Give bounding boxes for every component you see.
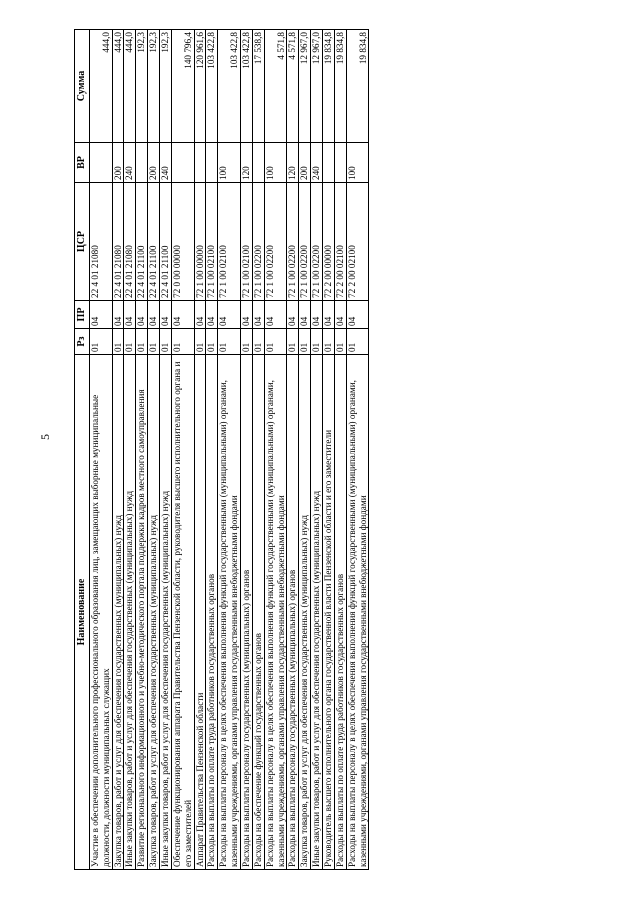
cell-sum: 12 967,0 <box>311 30 323 143</box>
cell-rz: 01 <box>322 329 334 355</box>
cell-csr: 72 1 00 02100 <box>206 183 218 301</box>
cell-rz: 01 <box>194 329 206 355</box>
cell-vr: 200 <box>112 143 124 183</box>
cell-sum: 4 571,8 <box>264 30 287 143</box>
cell-rz: 01 <box>264 329 287 355</box>
cell-pr: 04 <box>322 301 334 329</box>
page-number: 5 <box>38 434 52 440</box>
cell-name: Расходы на выплаты персоналу в целях обеспечения выполнения функций государственными (муниципальными) органами, казенными учреждениями, органами управления государственными внебюджетными фондами <box>218 355 241 870</box>
table-row <box>299 30 311 870</box>
cell-pr: 04 <box>218 301 241 329</box>
cell-sum: 192,3 <box>159 30 171 143</box>
header-sum: Сумма <box>75 30 90 143</box>
table-row <box>218 30 241 870</box>
cell-csr: 72 2 00 00000 <box>322 183 334 301</box>
rotated-page-content <box>74 30 579 870</box>
cell-pr: 04 <box>194 301 206 329</box>
cell-sum: 120 961,6 <box>194 30 206 143</box>
table-row <box>171 30 194 870</box>
cell-pr: 04 <box>346 301 369 329</box>
cell-rz: 01 <box>159 329 171 355</box>
cell-name: Развитие регионального информационного и учебно-методического портала поддержки кадров местного самоуправления <box>136 355 148 870</box>
cell-sum: 19 834,8 <box>346 30 369 143</box>
cell-sum: 17 538,8 <box>252 30 264 143</box>
cell-csr: 22 4 01 21100 <box>159 183 171 301</box>
cell-vr: 120 <box>240 143 252 183</box>
budget-table <box>74 29 369 870</box>
cell-sum: 444,0 <box>124 30 136 143</box>
cell-vr: 240 <box>124 143 136 183</box>
cell-rz: 01 <box>240 329 252 355</box>
cell-sum: 103 422,8 <box>218 30 241 143</box>
cell-vr <box>194 143 206 183</box>
cell-csr: 72 1 00 02200 <box>287 183 299 301</box>
cell-rz: 01 <box>311 329 323 355</box>
cell-csr: 22 4 01 21080 <box>112 183 124 301</box>
cell-pr: 04 <box>264 301 287 329</box>
cell-sum: 444,0 <box>89 30 112 143</box>
cell-rz: 01 <box>206 329 218 355</box>
table-row <box>264 30 287 870</box>
cell-rz: 01 <box>299 329 311 355</box>
cell-name: Расходы на выплаты по оплате труда работников государственных органов <box>206 355 218 870</box>
header-pr: ПР <box>75 301 90 329</box>
table-row <box>240 30 252 870</box>
cell-pr: 04 <box>89 301 112 329</box>
cell-rz: 01 <box>287 329 299 355</box>
cell-csr: 72 2 00 02100 <box>334 183 346 301</box>
header-name: Наименование <box>75 355 90 870</box>
cell-name: Расходы на выплаты персоналу в целях обеспечения выполнения функций государственными (муниципальными) органами, казенными учреждениями, органами управления государственными внебюджетными фондами <box>264 355 287 870</box>
cell-sum: 192,3 <box>136 30 148 143</box>
cell-rz: 01 <box>171 329 194 355</box>
cell-csr: 22 4 01 21080 <box>124 183 136 301</box>
table-header-row <box>75 30 90 870</box>
cell-sum: 4 571,8 <box>287 30 299 143</box>
cell-name: Расходы на обеспечение функций государственных органов <box>252 355 264 870</box>
cell-csr: 72 0 00 00000 <box>171 183 194 301</box>
cell-name: Закупка товаров, работ и услуг для обеспечения государственных (муниципальных) нужд <box>148 355 160 870</box>
cell-csr: 22 4 01 21100 <box>148 183 160 301</box>
table-row <box>322 30 334 870</box>
cell-vr <box>322 143 334 183</box>
table-row <box>346 30 369 870</box>
cell-sum: 140 796,4 <box>171 30 194 143</box>
cell-vr: 200 <box>148 143 160 183</box>
cell-name: Участие в обеспечении дополнительного профессионального образования лиц, замещающих выборные муниципальные должности, должности муниципальных служащих <box>89 355 112 870</box>
cell-sum: 19 834,8 <box>334 30 346 143</box>
cell-sum: 12 967,0 <box>299 30 311 143</box>
cell-csr: 22 4 01 21080 <box>89 183 112 301</box>
cell-sum: 19 834,8 <box>322 30 334 143</box>
table-row <box>136 30 148 870</box>
cell-name: Обеспечение функционирования аппарата Правительства Пензенской области, руководителя высшего исполнительного органа и его заместителей <box>171 355 194 870</box>
table-row <box>194 30 206 870</box>
cell-pr: 04 <box>252 301 264 329</box>
cell-name: Руководитель высшего исполнительного органа государственной власти Пензенской области и его заместители <box>322 355 334 870</box>
cell-vr: 120 <box>287 143 299 183</box>
table-row <box>89 30 112 870</box>
cell-csr: 72 1 00 02200 <box>264 183 287 301</box>
header-csr: ЦСР <box>75 183 90 301</box>
header-vr: ВР <box>75 143 90 183</box>
cell-name: Иные закупки товаров, работ и услуг для обеспечения государственных (муниципальных) нужд <box>124 355 136 870</box>
table-row <box>112 30 124 870</box>
table-row <box>252 30 264 870</box>
cell-name: Закупка товаров, работ и услуг для обеспечения государственных (муниципальных) нужд <box>299 355 311 870</box>
cell-pr: 04 <box>148 301 160 329</box>
table-row <box>124 30 136 870</box>
cell-csr: 72 1 00 02100 <box>218 183 241 301</box>
cell-pr: 04 <box>311 301 323 329</box>
cell-vr <box>89 143 112 183</box>
cell-pr: 04 <box>287 301 299 329</box>
cell-sum: 192,3 <box>148 30 160 143</box>
cell-vr: 100 <box>218 143 241 183</box>
table-body <box>89 30 369 870</box>
cell-csr: 72 1 00 00000 <box>194 183 206 301</box>
cell-name: Расходы на выплаты персоналу государственных (муниципальных) органов <box>240 355 252 870</box>
cell-name: Аппарат Правительства Пензенской области <box>194 355 206 870</box>
cell-vr <box>136 143 148 183</box>
cell-pr: 04 <box>240 301 252 329</box>
cell-vr: 200 <box>299 143 311 183</box>
cell-pr: 04 <box>124 301 136 329</box>
cell-pr: 04 <box>299 301 311 329</box>
table-row <box>206 30 218 870</box>
cell-rz: 01 <box>346 329 369 355</box>
table-row <box>159 30 171 870</box>
cell-rz: 01 <box>89 329 112 355</box>
cell-rz: 01 <box>148 329 160 355</box>
cell-name: Расходы на выплаты персоналу государственных (муниципальных) органов <box>287 355 299 870</box>
cell-pr: 04 <box>112 301 124 329</box>
cell-csr: 22 4 01 21100 <box>136 183 148 301</box>
cell-pr: 04 <box>334 301 346 329</box>
table-row <box>287 30 299 870</box>
cell-sum: 103 422,8 <box>206 30 218 143</box>
cell-rz: 01 <box>218 329 241 355</box>
cell-name: Расходы на выплаты по оплате труда работников государственных органов <box>334 355 346 870</box>
cell-vr <box>171 143 194 183</box>
cell-vr: 100 <box>264 143 287 183</box>
cell-vr <box>334 143 346 183</box>
table-row <box>311 30 323 870</box>
cell-vr <box>206 143 218 183</box>
cell-rz: 01 <box>252 329 264 355</box>
cell-pr: 04 <box>159 301 171 329</box>
cell-sum: 103 422,8 <box>240 30 252 143</box>
table-row <box>334 30 346 870</box>
cell-vr: 100 <box>346 143 369 183</box>
cell-csr: 72 1 00 02200 <box>299 183 311 301</box>
cell-vr: 240 <box>159 143 171 183</box>
cell-rz: 01 <box>112 329 124 355</box>
cell-pr: 04 <box>171 301 194 329</box>
cell-csr: 72 2 00 02100 <box>346 183 369 301</box>
cell-rz: 01 <box>334 329 346 355</box>
cell-vr: 240 <box>311 143 323 183</box>
table-row <box>148 30 160 870</box>
cell-csr: 72 1 00 02200 <box>252 183 264 301</box>
cell-csr: 72 1 00 02200 <box>311 183 323 301</box>
cell-csr: 72 1 00 02100 <box>240 183 252 301</box>
header-rz: Рз <box>75 329 90 355</box>
cell-rz: 01 <box>124 329 136 355</box>
cell-name: Расходы на выплаты персоналу в целях обеспечения выполнения функций государственными (муниципальными) органами, казенными учреждениями, органами управления государственными внебюджетными фондами <box>346 355 369 870</box>
cell-pr: 04 <box>136 301 148 329</box>
cell-rz: 01 <box>136 329 148 355</box>
cell-pr: 04 <box>206 301 218 329</box>
cell-vr <box>252 143 264 183</box>
cell-sum: 444,0 <box>112 30 124 143</box>
cell-name: Иные закупки товаров, работ и услуг для обеспечения государственных (муниципальных) нужд <box>159 355 171 870</box>
cell-name: Закупка товаров, работ и услуг для обеспечения государственных (муниципальных) нужд <box>112 355 124 870</box>
cell-name: Иные закупки товаров, работ и услуг для обеспечения государственных (муниципальных) нужд <box>311 355 323 870</box>
